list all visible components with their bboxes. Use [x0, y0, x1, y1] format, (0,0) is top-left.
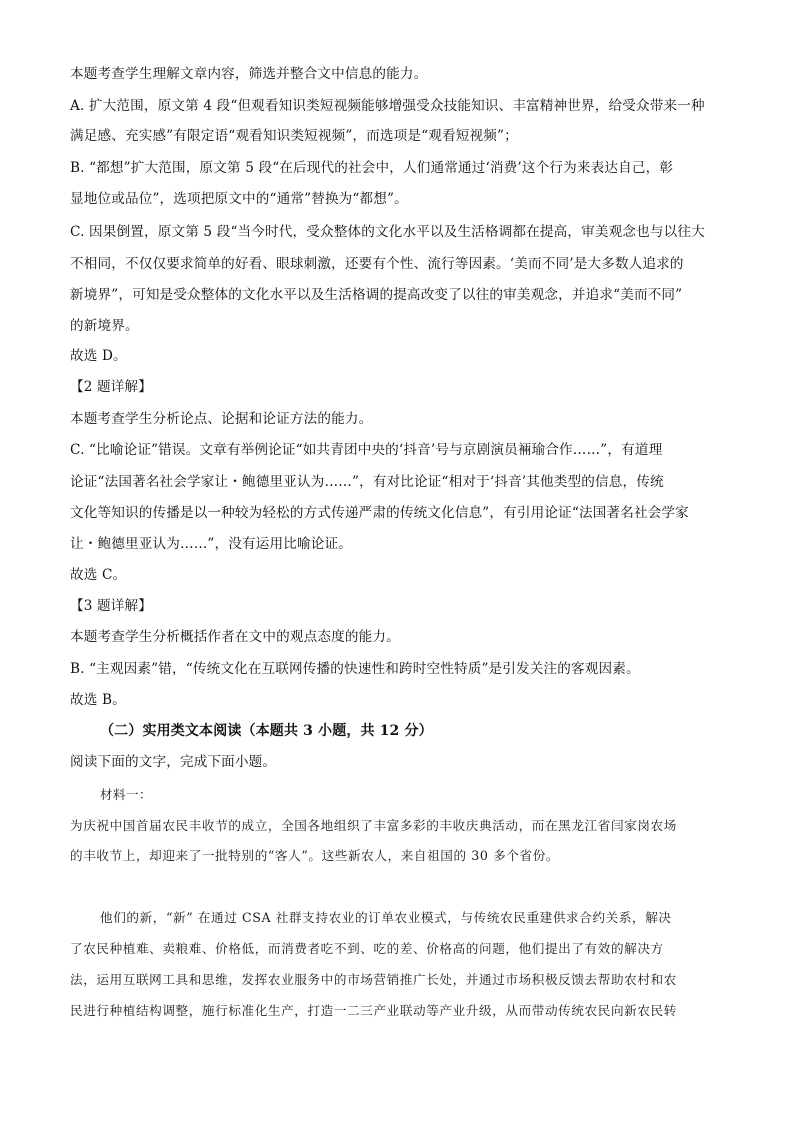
- section-heading: 【3 题详解】: [70, 598, 152, 614]
- text-line: 新境界”，可知是受众整体的文化水平以及生活格调的提高改变了以往的审美观念，并追求“美而不同”: [70, 287, 683, 303]
- material-line: 了农民种植难、卖粮难、价格低，而消费者吃不到、吃的差、价格高的问题，他们提出了有效的解决方: [70, 941, 664, 956]
- material-label: 材料一：: [100, 787, 153, 802]
- text-line: 显地位或品位”，选项把原文中的“通常”替换为“都想”。: [70, 191, 408, 207]
- part-heading: （二）实用类文本阅读（本题共 3 小题，共 12 分）: [100, 723, 433, 739]
- answer-line: 故选 B。: [70, 692, 126, 708]
- text-line: 本题考查学生分析论点、论据和论证方法的能力。: [70, 411, 373, 427]
- text-line: A. 扩大范围，原文第 4 段“但观看知识类短视频能够增强受众技能知识、丰富精神世界，给受众带来一种: [70, 98, 705, 114]
- material-line: 的丰收节上，却迎来了一批特别的“客人”。这些新农人，来自祖国的 30 多个省份。: [70, 848, 560, 863]
- text-line: C. “比喻论证”错误。文章有举例论证“如共青团中央的‘抖音’号与京剧演员裲瑜合作……”，有道理: [70, 442, 663, 458]
- text-line: 让・鲍德里亚认为……”，没有运用比喻论证。: [70, 536, 352, 552]
- material-line: 为庆祝中国首届农民丰收节的成立，全国各地组织了丰富多彩的丰收庆典活动，而在黑龙江省闫家岗农场: [70, 818, 677, 833]
- text-line: 本题考查学生理解文章内容，筛选并整合文中信息的能力。: [70, 66, 428, 82]
- material-line: 他们的新，“新” 在通过 CSA 社群支持农业的订单农业模式，与传统农民重建供求合约关系，解决: [100, 910, 672, 925]
- text-line: 论证“法国著名社会学家让・鲍德里亚认为……”，有对比论证“相对于‘抖音’其他类型的信息，传统: [70, 474, 664, 490]
- text-line: 不相同，不仅仅要求简单的好看、眼球刺激，还要有个性、流行等因素。‘美而不同’是大多数人追求的: [70, 256, 684, 272]
- answer-line: 故选 D。: [70, 348, 127, 364]
- text-line: B. “主观因素”错，“传统文化在互联网传播的快速性和跨时空性特质”是引发关注的客观因素。: [70, 661, 640, 677]
- text-line: 阅读下面的文字，完成下面小题。: [70, 754, 277, 770]
- text-line: 的新境界。: [70, 318, 139, 334]
- section-heading: 【2 题详解】: [70, 379, 152, 395]
- text-line: 满足感、充实感”有限定语“观看知识类短视频”，而选项是“观看短视频”；: [70, 128, 518, 144]
- text-line: 本题考查学生分析概括作者在文中的观点态度的能力。: [70, 629, 400, 645]
- text-line: B. “都想”扩大范围，原文第 5 段“在后现代的社会中，人们通常通过‘消费’这个行为来表达自己，彰: [70, 160, 674, 176]
- answer-line: 故选 C。: [70, 567, 127, 583]
- text-line: C. 因果倒置，原文第 5 段“当今时代，受众整体的文化水平以及生活格调都在提高，审美观念也与以往大: [70, 224, 705, 240]
- text-line: 文化等知识的传播是以一种较为轻松的方式传递严肃的传统文化信息”，有引用论证“法国著名社会学家: [70, 505, 689, 521]
- material-line: 民进行种植结构调整，施行标准化生产，打造一二三产业联动等产业升级，从而带动传统农民向新农民转: [70, 1003, 677, 1018]
- material-line: 法，运用互联网工具和思维，发挥农业服务中的市场营销推广长处，并通过市场积极反馈去帮助农村和农: [70, 972, 677, 987]
